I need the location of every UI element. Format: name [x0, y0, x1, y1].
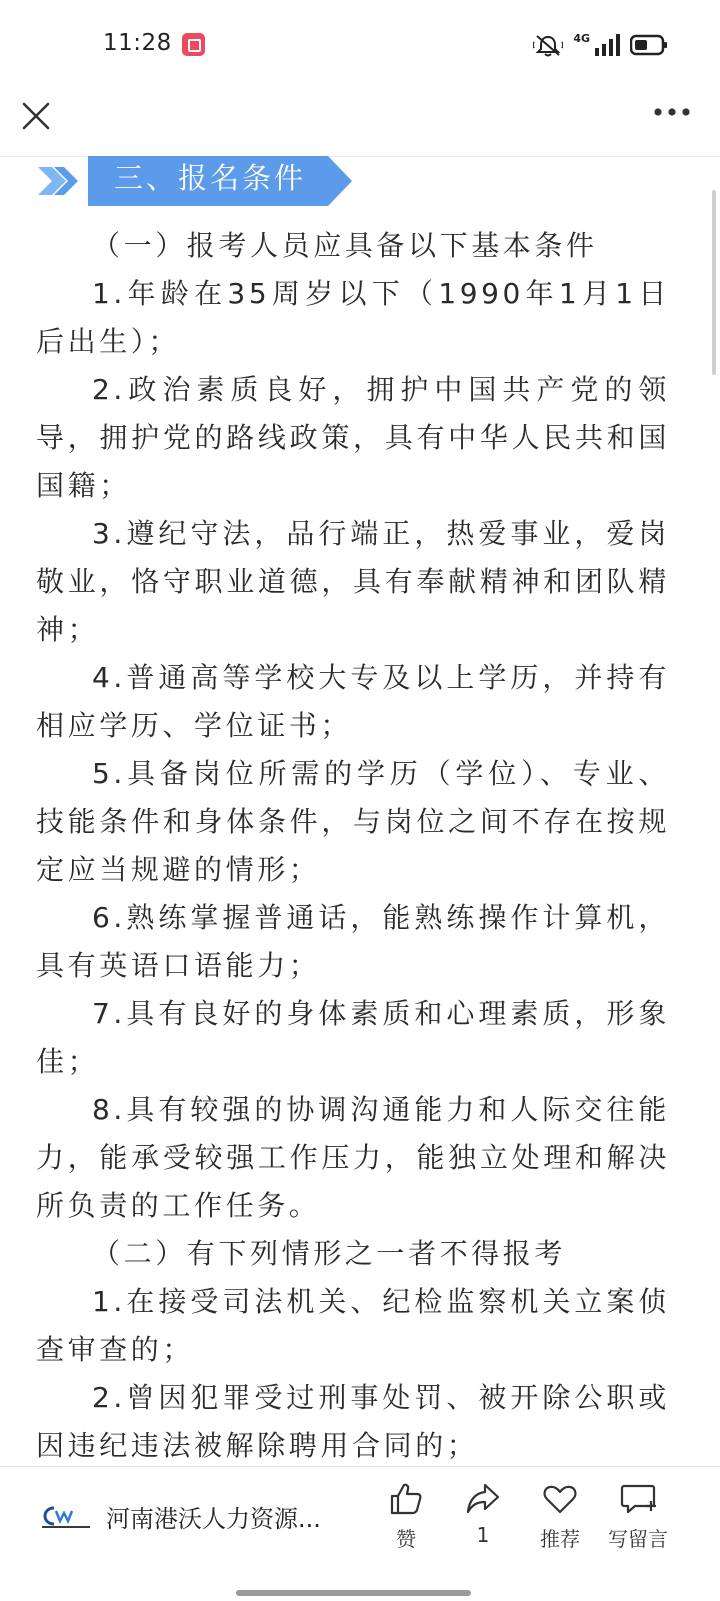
- status-bar: [0, 0, 720, 90]
- mute-icon: [533, 33, 563, 57]
- paragraph: 6.熟练掌握普通话，能熟练操作计算机，具有英语口语能力；: [36, 901, 670, 982]
- like-button[interactable]: [366, 1481, 446, 1552]
- paragraph: 7.具有良好的身体素质和心理素质，形象佳；: [36, 997, 670, 1078]
- heart-icon: [520, 1481, 600, 1517]
- network-label: 4G: [573, 31, 590, 45]
- account-logo[interactable]: [40, 1505, 92, 1529]
- comment-button[interactable]: [598, 1481, 678, 1552]
- recommend-label: 推荐: [540, 1527, 580, 1551]
- home-indicator[interactable]: [236, 1590, 471, 1596]
- share-count: 1: [476, 1523, 490, 1547]
- paragraph: 5.具备岗位所需的学历（学位）、专业、技能条件和身体条件，与岗位之间不存在按规定应当规避的情形；: [36, 757, 670, 886]
- status-icons: [533, 30, 668, 60]
- thumbs-up-icon: [366, 1481, 446, 1517]
- bottom-bar: [0, 1466, 720, 1601]
- nav-bar: [0, 90, 720, 157]
- paragraph: 2.政治素质良好，拥护中国共产党的领导，拥护党的路线政策，具有中华人民共和国国籍；: [36, 373, 670, 502]
- share-icon: [443, 1481, 523, 1517]
- article-content[interactable]: [0, 156, 720, 1466]
- paragraph: 4.普通高等学校大专及以上学历，并持有相应学历、学位证书；: [36, 661, 670, 742]
- battery-icon: [630, 34, 668, 56]
- section-header: [36, 156, 366, 206]
- article-body: [36, 222, 670, 1466]
- share-button[interactable]: [443, 1481, 523, 1547]
- more-icon[interactable]: [652, 104, 692, 120]
- paragraph: 1.在接受司法机关、纪检监察机关立案侦查审查的；: [36, 1285, 670, 1366]
- close-icon[interactable]: [18, 98, 54, 134]
- status-time: 11:28: [103, 30, 172, 56]
- like-label: 赞: [396, 1527, 416, 1551]
- paragraph: （二）有下列情形之一者不得报考: [92, 1237, 567, 1270]
- signal-icon: [594, 33, 620, 57]
- scrollbar[interactable]: [712, 190, 716, 375]
- screen-record-icon: [182, 33, 205, 56]
- account-name[interactable]: 河南港沃人力资源...: [106, 1505, 321, 1533]
- paragraph: （一）报考人员应具备以下基本条件: [92, 229, 598, 262]
- section-title: 三、报名条件: [114, 161, 307, 195]
- paragraph: 1.年龄在35周岁以下（1990年1月1日后出生）；: [36, 277, 670, 358]
- paragraph: 3.遵纪守法，品行端正，热爱事业，爱岗敬业，恪守职业道德，具有奉献精神和团队精神；: [36, 517, 670, 646]
- recommend-button[interactable]: [520, 1481, 600, 1552]
- paragraph: 2.曾因犯罪受过刑事处罚、被开除公职或因违纪违法被解除聘用合同的；: [36, 1381, 670, 1462]
- double-chevron-icon: [36, 161, 80, 205]
- comment-add-icon: [598, 1481, 678, 1517]
- paragraph: 8.具有较强的协调沟通能力和人际交往能力，能承受较强工作压力，能独立处理和解决所负责的工作任务。: [36, 1093, 670, 1222]
- comment-label: 写留言: [608, 1527, 668, 1551]
